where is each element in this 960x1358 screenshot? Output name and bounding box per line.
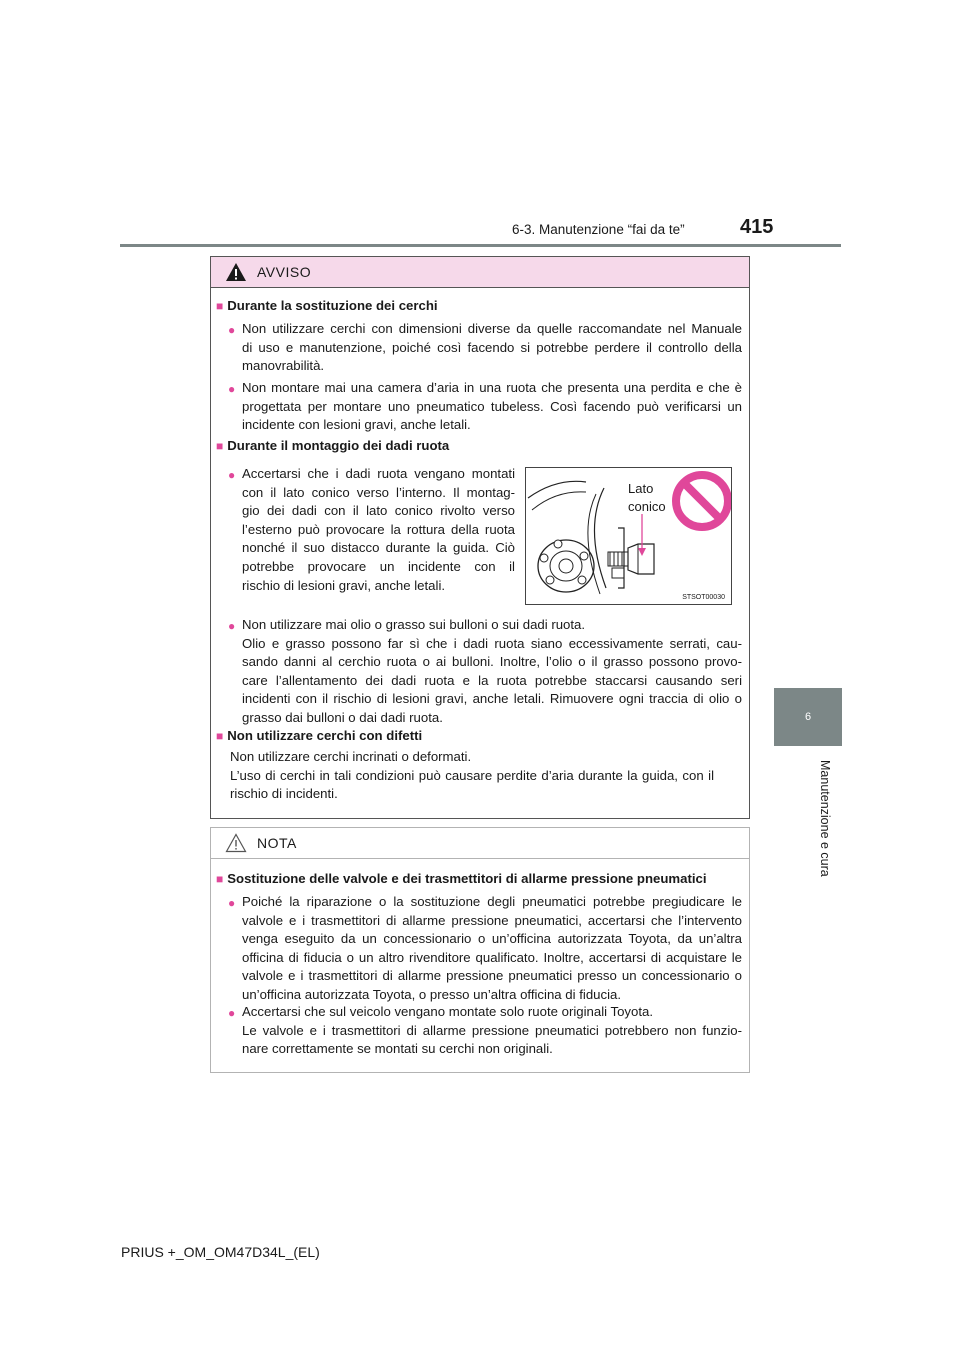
warning-header [211, 257, 749, 288]
wheel-nut-illustration [525, 467, 732, 605]
warning-section-heading [216, 727, 422, 746]
bullet-icon: ● [228, 619, 236, 633]
section-title-text: Durante la sostituzione dei cerchi [227, 298, 438, 313]
note-section-heading [216, 870, 707, 889]
note-title: NOTA [257, 835, 297, 851]
warning-triangle-icon [225, 262, 247, 282]
warning-bullet: Non utilizzare mai olio o grasso sui bulloni o sui dadi ruota. Olio e grasso possono far sì che i dadi ruota siano eccessivamente serrati, cau- sando danni al cerchio ruota o ai bulloni. Inoltre, l’olio o il grasso possono provo- care l’allentamento dei dadi ruota e la ruota potrebbe staccarsi causando seri incidenti con il rischio di lesioni gravi, anche letali. Rimuovere ogni traccia di olio o grasso dai bulloni o dai dadi ruota. [242, 617, 742, 725]
bullet-icon: ● [228, 382, 236, 396]
bullet-icon: ● [228, 1006, 236, 1020]
warning-title: AVVISO [257, 264, 312, 280]
section-title-text: Non utilizzare cerchi con difetti [227, 728, 423, 743]
chapter-tab: 6 [774, 688, 842, 746]
figure-code: STSOT00030 [682, 594, 725, 601]
page-number: 415 [740, 216, 774, 238]
section-square-icon: ■ [216, 729, 224, 743]
section-square-icon: ■ [216, 439, 224, 453]
tapered-side-label: Lato conico [628, 481, 666, 514]
note-header [211, 828, 749, 859]
header-divider [120, 244, 841, 247]
section-square-icon: ■ [216, 872, 224, 886]
warning-bullet: Non montare mai una camera d’aria in una ruota che presenta una perdita e che è progettata per montare uno pneumatico tubeless. Così facendo può verificarsi un incidente con lesioni gravi, anche letali. [242, 380, 742, 433]
section-title: 6-3. Manutenzione “fai da te” [512, 222, 685, 237]
document-code: PRIUS +_OM_OM47D34L_(EL) [121, 1244, 320, 1260]
section-title-text: Sostituzione delle valvole e dei trasmettitori di allarme pressione pneumatici [227, 871, 707, 886]
section-title-text: Durante il montaggio dei dadi ruota [227, 438, 450, 453]
bullet-icon: ● [228, 323, 236, 337]
warning-bullet: Accertarsi che i dadi ruota vengano montati con il lato conico verso l’interno. Il montag- gio dei dadi con il lato conico rivolto verso l’esterno può provocare la rottura della ruota nonché il suo distacco durante la guida. Ciò potrebbe provocare un incidente con il rischio di lesioni gravi, anche letali. [242, 466, 515, 593]
bullet-icon: ● [228, 468, 236, 482]
section-square-icon: ■ [216, 299, 224, 313]
bullet-icon: ● [228, 896, 236, 910]
warning-bullet: Non utilizzare cerchi con dimensioni diverse da quelle raccomandate nel Manuale di uso e manutenzione, poiché così facendo si potrebbe perdere il controllo della manovrabilità. [242, 321, 742, 374]
warning-section-heading [216, 437, 449, 456]
chapter-label: Manutenzione e cura [818, 760, 832, 877]
warning-section-heading [216, 297, 438, 316]
note-bullet: Poiché la riparazione o la sostituzione degli pneumatici potrebbe pregiudicare le valvole e i trasmettitori di allarme pressione pneumatici, accertarsi che l’intervento venga eseguito da un concessionario o un’officina autorizzata Toyota, da un’altra officina di fiducia o un altro rivenditore qualificato. Inoltre, accertarsi di acquistare le valvole e i trasmettitori di allarme pressione pneumatici presso un concessionario o un’officina autorizzata Toyota, o presso un’altra officina di fiducia. [242, 894, 742, 1002]
note-bullet: Accertarsi che sul veicolo vengano montate solo ruote originali Toyota. Le valvole e i trasmettitori di allarme pressione pneumatici potrebbero non funzio- nare correttamente se montati su cerchi non originali. [242, 1004, 742, 1057]
caution-triangle-icon [225, 833, 247, 853]
warning-paragraph: Non utilizzare cerchi incrinati o deformati. L’uso di cerchi in tali condizioni può causare perdite d’aria durante la guida, con il rischio di incidenti. [230, 749, 714, 802]
